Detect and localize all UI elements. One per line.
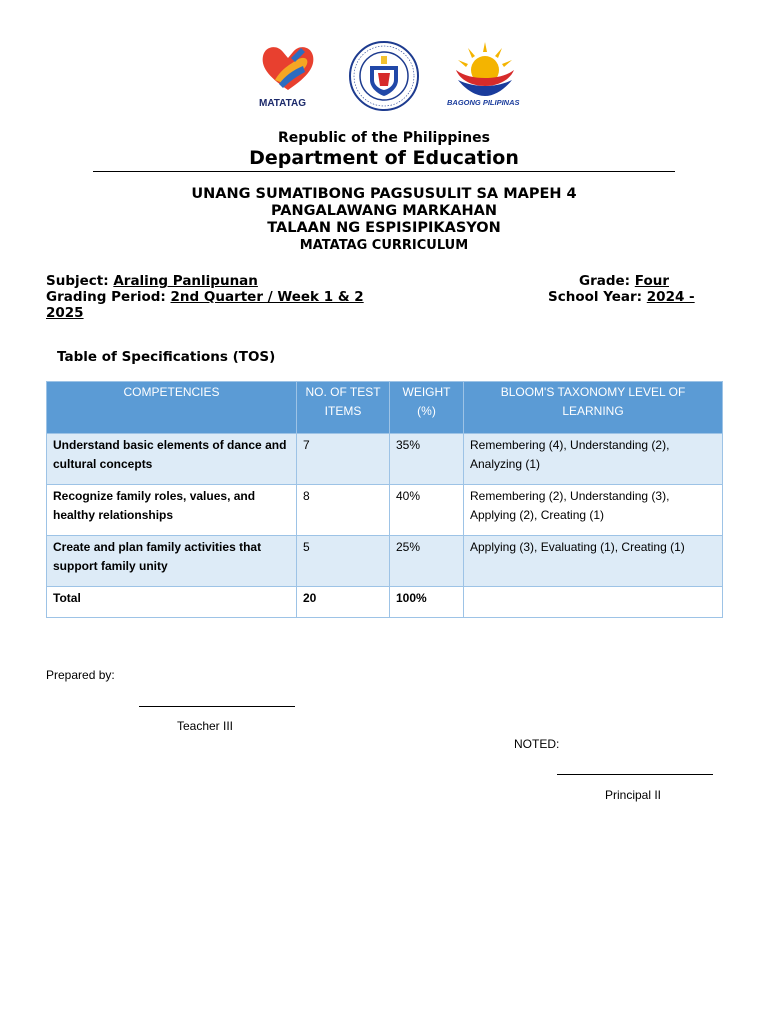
competency-cell: Create and plan family activities that support family unity: [47, 536, 297, 587]
bloom-cell: Remembering (2), Understanding (3), Applying (2), Creating (1): [464, 485, 723, 536]
bloom-cell: Remembering (4), Understanding (2), Analyzing (1): [464, 434, 723, 485]
exam-title: UNANG SUMATIBONG PAGSUSULIT SA MAPEH 4: [191, 186, 577, 202]
school-year-value: 2024 -: [646, 289, 695, 305]
quarter-title: PANGALAWANG MARKAHAN: [270, 203, 497, 219]
items-cell: 8: [297, 485, 390, 536]
grade-label: Grade:: [579, 273, 631, 289]
subject-value: Araling Panlipunan: [113, 273, 258, 289]
weight-cell: 35%: [390, 434, 464, 485]
matatag-logo: [257, 40, 319, 112]
tos-title: Table of Specifications (TOS): [57, 349, 276, 365]
grading-period-label: Grading Period:: [46, 289, 166, 305]
deped-seal: [348, 40, 420, 112]
competency-cell: Understand basic elements of dance and cultural concepts: [47, 434, 297, 485]
header-bloom-level: BLOOM'S TAXONOMY LEVEL OF LEARNING: [464, 382, 723, 434]
logo-row: [0, 40, 768, 116]
table-row: [47, 536, 723, 587]
teacher-signature-line: [139, 706, 295, 707]
bagong-pilipinas-logo: [446, 40, 524, 112]
header-test-items: NO. OF TEST ITEMS: [297, 382, 390, 434]
header-weight: WEIGHT (%): [390, 382, 464, 434]
weight-cell: 25%: [390, 536, 464, 587]
table-row: [47, 434, 723, 485]
matatag-heart-icon: [257, 40, 319, 96]
specification-title: TALAAN NG ESPISIPIKASYON: [267, 220, 501, 236]
total-weight-cell: 100%: [390, 587, 464, 618]
principal-title: Principal II: [604, 788, 662, 802]
subject-line: [46, 273, 258, 289]
header-competencies: COMPETENCIES: [47, 382, 297, 434]
school-year-continued: [46, 305, 84, 321]
header-rule: [93, 171, 675, 172]
bloom-cell: Applying (3), Evaluating (1), Creating (1): [464, 536, 723, 587]
items-cell: 5: [297, 536, 390, 587]
curriculum-title: MATATAG CURRICULUM: [299, 238, 469, 253]
grading-period-line: [46, 289, 364, 305]
grade-value: Four: [634, 273, 669, 289]
department-heading: Department of Education: [249, 147, 519, 169]
subject-label: Subject:: [46, 273, 109, 289]
principal-signature-line: [557, 774, 713, 775]
tos-table: [46, 381, 723, 618]
prepared-by-label: Prepared by:: [46, 668, 115, 682]
bagong-pilipinas-sun-icon: [446, 40, 524, 100]
total-bloom-cell: [464, 587, 723, 618]
grading-period-value: 2nd Quarter / Week 1 & 2: [170, 289, 364, 305]
grade-line: [579, 273, 669, 289]
matatag-logo-text: MATATAG: [259, 98, 307, 109]
total-row: [47, 587, 723, 618]
republic-heading: Republic of the Philippines: [278, 130, 490, 146]
school-year-line: [548, 289, 695, 305]
school-year-label: School Year:: [548, 289, 643, 305]
noted-label: NOTED:: [514, 737, 560, 751]
deped-seal-icon: [348, 40, 420, 112]
table-row: [47, 485, 723, 536]
school-year-value-end: 2025: [46, 305, 84, 321]
teacher-title: Teacher III: [176, 719, 234, 733]
bagong-pilipinas-logo-text: BAGONG PILIPINAS: [447, 98, 520, 107]
competency-cell: Recognize family roles, values, and healthy relationships: [47, 485, 297, 536]
table-header-row: [47, 382, 723, 434]
weight-cell: 40%: [390, 485, 464, 536]
total-items-cell: 20: [297, 587, 390, 618]
items-cell: 7: [297, 434, 390, 485]
total-label-cell: Total: [47, 587, 297, 618]
